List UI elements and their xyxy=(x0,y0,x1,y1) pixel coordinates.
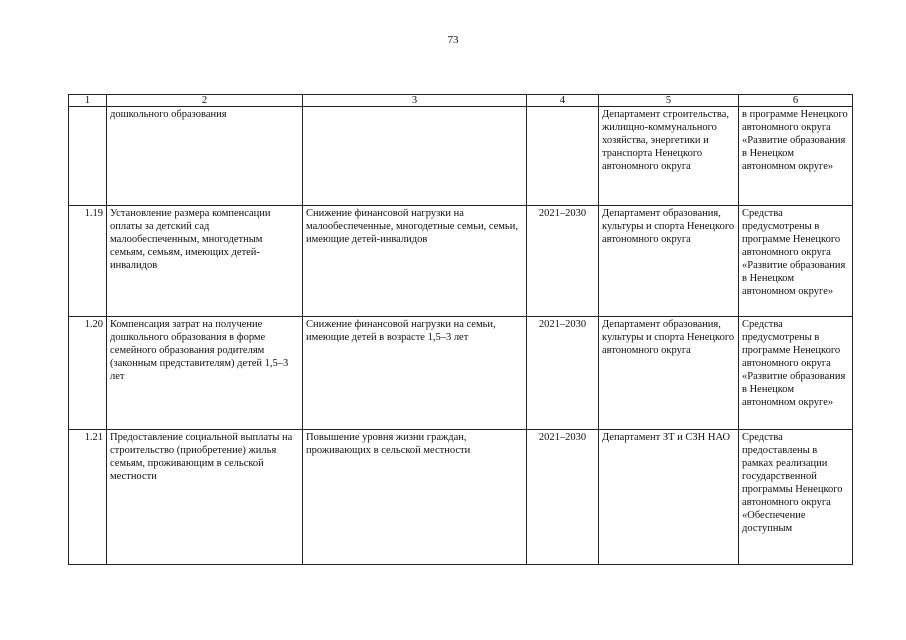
col-header-2: 2 xyxy=(107,95,303,107)
table-row xyxy=(69,107,853,206)
source-cell: Средства предусмотрены в программе Ненецкого автономного округа «Развитие образования в Ненецком автономном округе» xyxy=(739,206,853,317)
col-header-1: 1 xyxy=(69,95,107,107)
source-cell: Средства предусмотрены в программе Ненецкого автономного округа «Развитие образования в Ненецком автономном округе» xyxy=(739,317,853,430)
executor-cell: Департамент ЗТ и СЗН НАО xyxy=(599,430,739,565)
source-cell: в программе Ненецкого автономного округа «Развитие образования в Ненецком автономном округе» xyxy=(739,107,853,206)
measure-cell: Предоставление социальной выплаты на строительство (приобретение) жилья семьям, проживающим в сельской местности xyxy=(107,430,303,565)
measure-cell: Компенсация затрат на получение дошкольного образования в форме семейного образования родителям (законным представителям) детей 1,5–3 лет xyxy=(107,317,303,430)
source-cell: Средства предоставлены в рамках реализации государственной программы Ненецкого автономного округа «Обеспечение доступным xyxy=(739,430,853,565)
goal-cell: Повышение уровня жизни граждан, проживающих в сельской местности xyxy=(303,430,527,565)
executor-cell: Департамент образования, культуры и спорта Ненецкого автономного округа xyxy=(599,206,739,317)
col-header-4: 4 xyxy=(527,95,599,107)
measure-cell: Установление размера компенсации оплаты за детский сад малообеспеченным, многодетным семьям, семьям, имеющих детей-инвалидов xyxy=(107,206,303,317)
row-number xyxy=(69,107,107,206)
header-row xyxy=(69,95,853,107)
row-number: 1.19 xyxy=(69,206,107,317)
term-cell: 2021–2030 xyxy=(527,206,599,317)
row-number: 1.21 xyxy=(69,430,107,565)
term-cell xyxy=(527,107,599,206)
col-header-5: 5 xyxy=(599,95,739,107)
term-cell: 2021–2030 xyxy=(527,317,599,430)
measure-cell: дошкольного образования xyxy=(107,107,303,206)
page-number: 73 xyxy=(447,34,459,46)
term-cell: 2021–2030 xyxy=(527,430,599,565)
goal-cell: Снижение финансовой нагрузки на малообеспеченные, многодетные семьи, семьи, имеющие детей-инвалидов xyxy=(303,206,527,317)
table-row xyxy=(69,206,853,317)
executor-cell: Департамент образования, культуры и спорта Ненецкого автономного округа xyxy=(599,317,739,430)
goal-cell: Снижение финансовой нагрузки на семьи, имеющие детей в возрасте 1,5–3 лет xyxy=(303,317,527,430)
row-number: 1.20 xyxy=(69,317,107,430)
measures-table xyxy=(68,94,853,565)
table-row xyxy=(69,317,853,430)
col-header-3: 3 xyxy=(303,95,527,107)
executor-cell: Департамент строительства, жилищно-коммунального хозяйства, энергетики и транспорта Ненецкого автономного округа xyxy=(599,107,739,206)
table-row xyxy=(69,430,853,565)
goal-cell xyxy=(303,107,527,206)
col-header-6: 6 xyxy=(739,95,853,107)
